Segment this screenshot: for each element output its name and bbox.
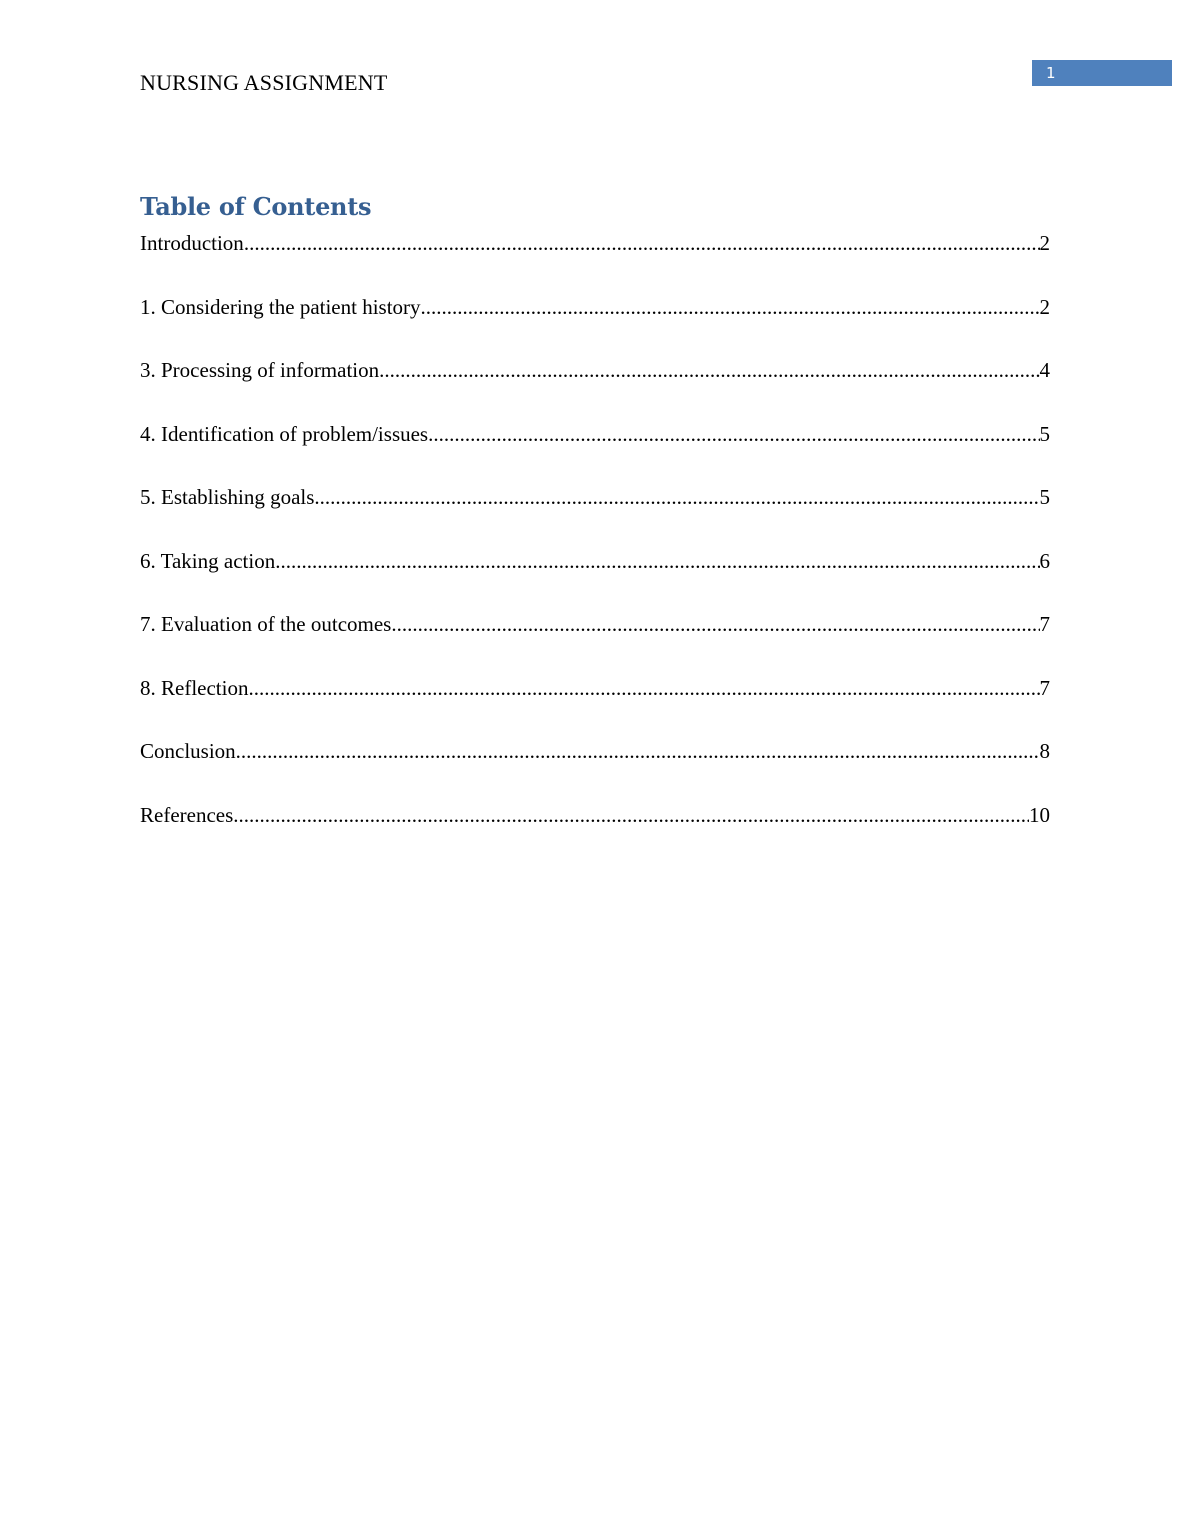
toc-dot-leader xyxy=(428,420,1039,448)
toc-dot-leader xyxy=(248,674,1039,702)
toc-entry-introduction[interactable] xyxy=(140,229,1050,293)
toc-entry-identification-problem[interactable] xyxy=(140,420,1050,484)
toc-entry-reflection[interactable] xyxy=(140,674,1050,738)
toc-entry-page: 7 xyxy=(1039,612,1050,636)
toc-dot-leader xyxy=(391,610,1039,638)
toc-list xyxy=(140,229,1050,864)
toc-entry-page: 6 xyxy=(1039,548,1050,573)
toc-dot-leader xyxy=(244,229,1040,257)
toc-entry-page: 5 xyxy=(1039,421,1050,446)
toc-entry-establishing-goals[interactable] xyxy=(140,483,1050,547)
toc-entry-page: 2 xyxy=(1039,294,1050,319)
toc-entry-label: 6. Taking action xyxy=(140,548,276,573)
page-number: 1 xyxy=(1046,64,1056,82)
toc-entry-taking-action[interactable] xyxy=(140,547,1050,611)
toc-entry-label: 5. Establishing goals xyxy=(140,485,315,509)
toc-entry-label: 3. Processing of information xyxy=(140,358,380,382)
toc-entry-page: 8 xyxy=(1039,739,1050,763)
toc-entry-page: 5 xyxy=(1039,485,1050,509)
page-number-badge xyxy=(1032,60,1172,86)
toc-dot-leader xyxy=(233,801,1029,829)
toc-dot-leader xyxy=(379,356,1039,384)
toc-title: Table of Contents xyxy=(140,192,372,221)
toc-entry-label: 7. Evaluation of the outcomes xyxy=(140,612,392,636)
toc-entry-label: Introduction xyxy=(140,231,244,255)
toc-dot-leader xyxy=(421,293,1040,321)
toc-entry-processing-information[interactable] xyxy=(140,356,1050,420)
toc-entry-page: 7 xyxy=(1039,675,1050,700)
toc-entry-label: 1. Considering the patient history xyxy=(140,294,421,319)
toc-entry-label: References xyxy=(140,802,234,827)
toc-entry-label: Conclusion xyxy=(140,739,236,763)
toc-entry-label: 8. Reflection xyxy=(140,675,249,700)
toc-dot-leader xyxy=(236,737,1040,765)
toc-dot-leader xyxy=(275,547,1039,575)
running-header: NURSING ASSIGNMENT xyxy=(140,70,388,95)
toc-dot-leader xyxy=(314,483,1039,511)
toc-entry-page: 4 xyxy=(1039,358,1050,382)
toc-entry-conclusion[interactable] xyxy=(140,737,1050,801)
toc-entry-references[interactable] xyxy=(140,801,1050,865)
toc-entry-page: 10 xyxy=(1029,802,1050,827)
toc-entry-evaluation-outcomes[interactable] xyxy=(140,610,1050,674)
toc-entry-patient-history[interactable] xyxy=(140,293,1050,357)
toc-entry-page: 2 xyxy=(1039,231,1050,255)
toc-entry-label: 4. Identification of problem/issues xyxy=(140,421,429,446)
